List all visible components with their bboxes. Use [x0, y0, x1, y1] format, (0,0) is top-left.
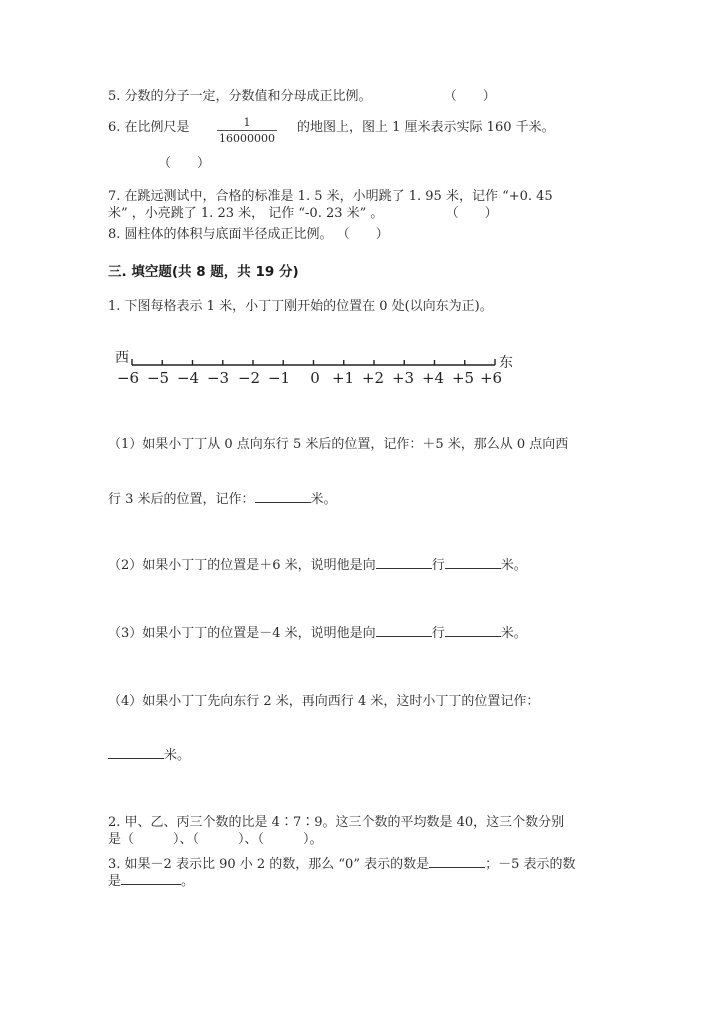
unit-text: 米。 [500, 558, 527, 573]
distance-blank[interactable] [445, 556, 501, 569]
answer-paren[interactable]: （ ） [158, 156, 211, 171]
west-label: 西 [115, 350, 129, 366]
tick-label: +3 [391, 369, 415, 387]
unit-text: 米。 [164, 748, 191, 763]
section-heading: 三. 填空题(共 8 题，共 19 分) [108, 264, 299, 280]
tick-label: −3 [206, 369, 230, 387]
question-5-text: 5. 分数的分子一定，分数值和分母成正比例。 [108, 89, 372, 104]
question-6-text-after: 的地图上，图上 1 厘米表示实际 160 千米。 [297, 120, 555, 135]
number-line [110, 348, 530, 394]
sub-question-3-text: （3）如果小丁丁的位置是－4 米，说明他是向 [108, 626, 376, 641]
fill-question-2-line-2[interactable]: 是（ ）、（ ）、（ ）。 [108, 832, 323, 847]
east-label: 东 [499, 355, 513, 371]
sub-question-2 [108, 556, 527, 574]
unit-text: 米。 [310, 492, 337, 507]
question-6-paren-line [158, 156, 210, 172]
fill-question-3-line-1 [108, 855, 576, 873]
tick-label: −6 [116, 369, 140, 387]
question-8-text: 8. 圆柱体的体积与底面半径成正比例。 [108, 227, 333, 242]
fill-question-2-line-1: 2. 甲、乙、丙三个数的比是 4∶7∶9。这三个数的平均数是 40，这三个数分别 [108, 815, 565, 830]
tick-label: +1 [331, 369, 355, 387]
question-6-rest [297, 120, 555, 136]
sub-question-3 [108, 624, 527, 642]
tick-label: −2 [237, 369, 261, 387]
question-7-line-1 [108, 189, 553, 205]
sub-question-1-line-1: （1）如果小丁丁从 0 点向东行 5 米后的位置，记作：＋5 米，那么从 0 点向西 [108, 437, 569, 452]
fraction-denominator: 16000000 [219, 132, 275, 145]
tick-label: +6 [479, 369, 503, 387]
period-text: 。 [181, 874, 195, 889]
answer-paren[interactable]: （ ） [336, 227, 389, 242]
answer-paren[interactable]: （ ） [445, 206, 498, 221]
answer-paren[interactable]: （ ） [443, 89, 496, 104]
answer-blank[interactable] [429, 855, 485, 868]
question-7-text-1: 7. 在跳远测试中，合格的标准是 1. 5 米，小明跳了 1. 95 米，记作 “+0. 45 [108, 189, 553, 204]
sub-question-2-text: （2）如果小丁丁的位置是＋6 米，说明他是向 [108, 558, 376, 573]
fill-question-1-intro: 1. 下图每格表示 1 米，小丁丁刚开始的位置在 0 处(以向东为正)。 [108, 299, 493, 314]
distance-blank[interactable] [445, 624, 501, 637]
sub-question-1-line-2 [108, 490, 337, 508]
tick-label: 0 [310, 369, 320, 387]
answer-blank[interactable] [108, 746, 164, 759]
question-7-text-2: 米” ，小亮跳了 1. 23 米， 记作 “-0. 23 米” 。 [108, 206, 384, 221]
question-6 [108, 120, 190, 136]
tick-label: +4 [421, 369, 445, 387]
question-5 [108, 89, 496, 105]
answer-blank[interactable] [255, 490, 311, 503]
question-8 [108, 227, 389, 243]
fill-question-3-line-2 [108, 872, 194, 890]
tick-label: +2 [361, 369, 385, 387]
fill-question-3-text: 3. 如果－2 表示比 90 小 2 的数，那么 “0” 表示的数是 [108, 857, 430, 872]
tick-label: −5 [146, 369, 170, 387]
scale-fraction [217, 116, 277, 145]
question-7-line-2 [108, 206, 498, 222]
sub-question-2-mid: 行 [431, 558, 445, 573]
fill-question-3-text-after: ；－5 表示的数 [485, 857, 576, 872]
answer-blank[interactable] [121, 872, 181, 885]
tick-label: −1 [267, 369, 291, 387]
sub-question-1-text: 行 3 米后的位置，记作： [108, 492, 255, 507]
unit-text: 米。 [500, 626, 527, 641]
sub-question-4-line-2 [108, 746, 190, 764]
question-6-text-before: 6. 在比例尺是 [108, 120, 190, 135]
fraction-numerator: 1 [217, 116, 277, 131]
sub-question-4-line-1: （4）如果小丁丁先向东行 2 米，再向西行 4 米，这时小丁丁的位置记作： [108, 694, 540, 709]
sub-question-3-mid: 行 [431, 626, 445, 641]
direction-blank[interactable] [376, 624, 432, 637]
tick-label: −4 [176, 369, 200, 387]
tick-label: +5 [451, 369, 475, 387]
fill-question-3-line-2-text: 是 [108, 874, 122, 889]
direction-blank[interactable] [376, 556, 432, 569]
